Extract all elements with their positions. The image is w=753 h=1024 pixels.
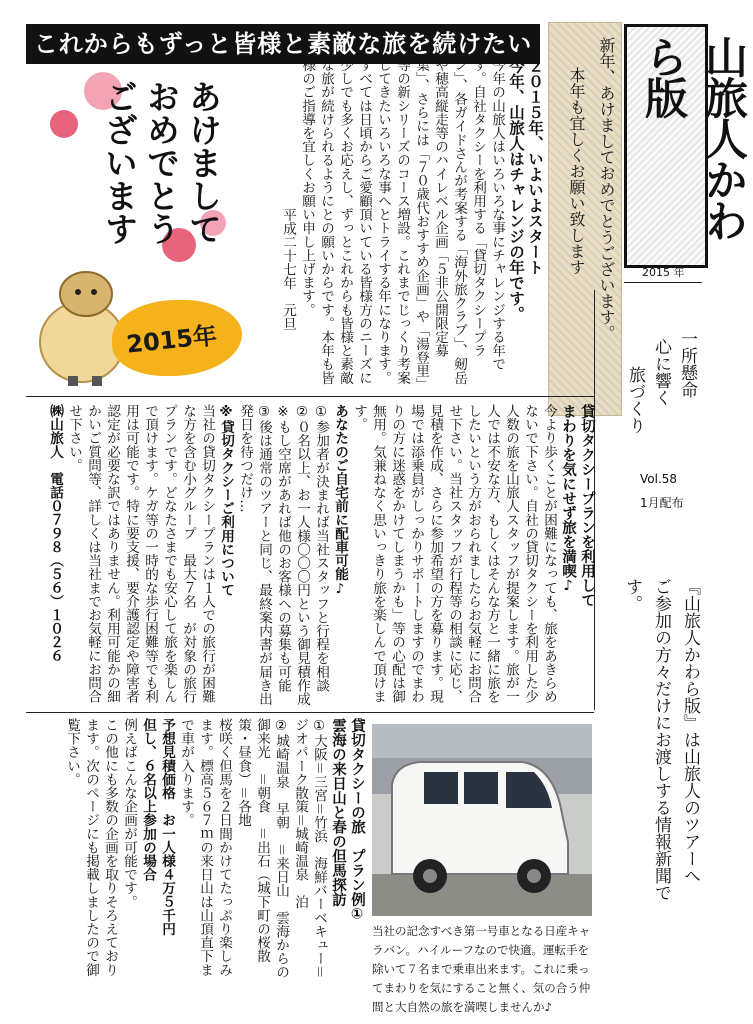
intro-headline-2: 今年、山旅人はチャレンジの年です。 [507,58,525,322]
example-price: 予想見積価格 お一人様４万５千円 [159,718,175,936]
example-day-1: ①大阪＝三宮＝竹浜 海鮮バーベキュー＝ジオパーク散策＝城崎温泉 泊 [292,718,327,979]
about-line-1: 『山旅人かわら版』は山旅人のツアーへ [680,578,700,884]
example-condition: 但し、６名以上参加の場合 [140,718,156,882]
example-desc-3: この他にも多数の企画を取りそろえております。次のページにも掲載しましたので御覧下さい。 [64,718,118,977]
year-badge-text: 2015年 [125,321,219,359]
paper-line-2: 本年も宜しくお願い致します [567,67,586,275]
greeting-line-2: おめでとう [142,80,181,245]
banner-title: これからもずっと皆様と素敵な旅を続けたい [26,24,540,64]
motto-line-1: 一所懸命 [677,330,697,398]
taxi-body: 今より歩くことが困難になっても、旅をあきらめないで下さい。自社の貸切タクシーを利用した少人数の旅を山旅人スタッフが提案します。旅が一人では不安な方、もしくはそんな方と一緒に旅をしたいという方がおられましたらお気軽にお問合せ下さい。当社スタッフが行程等の相談に応じ、見積を作成、さらに参加希望の方を募ります。現場では添乗員がしっかりサポートしますのでまわりの方に迷惑をかけてしまうかも」等の心配は御無用。気兼ねなく思いっきり旅を楽しんで頂けます。 [351,404,557,704]
new-year-paper-strip [548,22,622,416]
example-desc: 桜咲く但馬を２日間かけてたっぷり楽しみます。標高５６７ｍの来日山は山頂直下まで車が入ります。 [178,718,232,977]
divider [624,282,702,283]
example-heading-1: 貸切タクシーの旅 プラン例① [349,718,365,923]
about-line-2: ご参加の方々だけにお渡しする情報新聞です。 [622,578,671,901]
taxi-note-1: ①参加者が決まれば当社スタッフと行程を相談 [313,404,329,692]
example-desc-2: 例えばこんな企画が可能です。 [121,718,137,909]
taxi-subhead: あなたのご自宅前に配車可能♪ [332,404,348,597]
distribution-date: 1月配布 [640,496,684,510]
section-divider [26,712,594,713]
motto-line-2: 心に響く [651,338,671,406]
intro-date: 平成二十七年 元旦 [280,208,296,331]
motto-line-3: 旅づくり [625,366,645,434]
taxi-plan-article [30,404,596,710]
motto [625,330,700,460]
van-photo [372,724,592,916]
photo-caption: 当社の記念すべき第一号車となる日産キャラバン。ハイルーフなので快適。運転手を除いて７名まで乗車出来ます。これに乗ってまわりを気にすること無く、気の合う仲間と大自然の旅を満喫しませんか♪ [372,924,591,1014]
taxi-about-head: ※貸切タクシーご利用について [218,404,234,597]
paper-line-1: 新年、あけましておめでとうございます。 [597,37,616,341]
section-divider [26,396,594,397]
masthead-year: 2015 年 [642,266,685,279]
taxi-heading-1: 貸切タクシープランを利用して [579,404,595,607]
intro-article [248,58,544,390]
taxi-note-3: ※もし空席があれば他のお客様への募集も可能 [275,404,291,692]
example-plan-article [30,718,366,988]
taxi-heading-2: まわりを気にせず旅を満喫♪ [560,404,576,594]
greeting-line-3: ございます [100,80,139,245]
taxi-note-2: ②０名以上、お一人様〇〇〇円という御見積作成 [294,404,310,706]
example-heading-2: 雲海の来日山と春の但馬探訪 [330,718,346,907]
taxi-note-4: ③後は通常のツアーと同じ、最終案内書が届き出発日を待つだけ… [237,404,272,706]
newsletter-about [596,578,704,918]
contact-phone: ㈱山旅人 電話０７９８（５６）１０２６ [47,404,63,663]
taxi-about-body: 当社の貸切タクシープランは１人での旅行が困難な方を含む小グループ 最大７名 が対象の旅行プランです。どなたさまでも安心して旅を楽しんで頂けます。ケガ等の一時的な歩行困難等でも利用は可能です。特に要支援、要介護認定や障害者認定が必要な訳ではありません。利用可能かの細かいご質問等、詳しくは当社までお気軽にお問合せ下さい。 [66,404,215,704]
greeting-calligraphy [44,80,224,300]
intro-headline-1: ２０１５年、いよいよスタート [526,58,544,275]
volume-number: Vol.58 [640,472,678,486]
masthead [624,24,748,268]
greeting-line-1: あけまして [184,80,223,245]
example-day-2: ②城崎温泉 早朝 ＝来日山 雲海からの御来光 ＝朝食 ＝出石（城下町の桜散策・昼食）＝各地 [235,718,289,979]
intro-body: 今年の山旅人はいろいろな事にチャレンジする年です。自社タクシーを利用する「貸切タクシープラン」、各ガイドさんが考案する「海外旅クラブ」、剱岳や穂高縦走等のハイレベル企画「５非公開限定募集」、さらには「７０歳代おすすめ企画」や「湯登里」等の新シリーズのコース増設。これまでじっくり考案してきたいろいろな事へとトライする年になります。すべては日頃からご愛顧頂いている皆様方のニーズに少しでも多くお応えし、ずっとこれからも皆様と素敵な旅が続けられるようにとの願いからです。本年も皆様のご指導を宜しくお願い申し上げます。 [299,58,505,385]
masthead-title: 山旅人かわら版 [638,35,748,240]
